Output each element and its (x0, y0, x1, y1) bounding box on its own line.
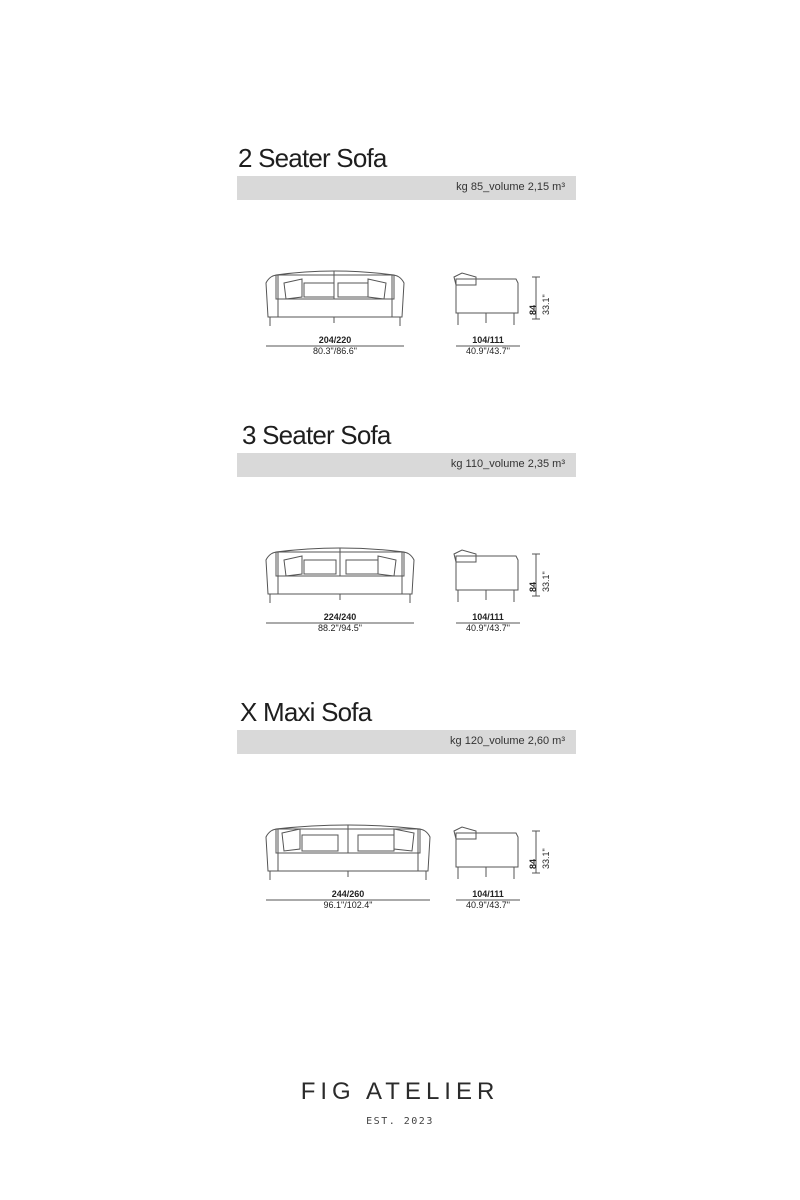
footer (0, 1078, 800, 1127)
section-title: X Maxi Sofa (240, 697, 372, 727)
height-in: 33.1" (541, 294, 551, 315)
side-depth-mm: 104/111 (472, 335, 504, 345)
front-dimension (266, 335, 404, 357)
front-dimension (266, 889, 430, 911)
established-text: EST. 2023 (366, 1116, 434, 1127)
front-width-in: 80.3"/86.6" (313, 346, 357, 356)
side-depth-in: 40.9"/43.7" (466, 900, 510, 910)
height-mm: 84 (528, 858, 538, 869)
height-dimension (528, 305, 538, 315)
spec-text: kg 85_volume 2,15 m³ (456, 181, 565, 193)
section-title: 3 Seater Sofa (242, 420, 391, 450)
height-mm: 84 (528, 304, 538, 315)
section-title: 2 Seater Sofa (238, 143, 387, 173)
height-mm: 84 (528, 581, 538, 592)
side-dimension (456, 889, 520, 911)
front-dimension (266, 612, 414, 634)
height-in: 33.1" (541, 571, 551, 592)
side-depth-mm: 104/111 (472, 889, 504, 899)
side-depth-in: 40.9"/43.7" (466, 346, 510, 356)
front-width-mm: 204/220 (318, 335, 352, 345)
side-depth-mm: 104/111 (472, 612, 504, 622)
height-in: 33.1" (541, 848, 551, 869)
side-dimension (456, 335, 520, 357)
height-dimension (528, 859, 538, 869)
front-width-in: 96.1"/102.4" (323, 900, 373, 910)
side-depth-in: 40.9"/43.7" (466, 623, 510, 633)
height-dimension-in (541, 848, 551, 869)
height-dimension-in (541, 571, 551, 592)
front-width-mm: 224/240 (323, 612, 357, 622)
spec-text: kg 120_volume 2,60 m³ (450, 735, 565, 747)
front-width-in: 88.2"/94.5" (318, 623, 362, 633)
brand-logo-text: FIG ATELIER (300, 1078, 500, 1105)
front-width-mm: 244/260 (331, 889, 365, 899)
height-dimension (528, 582, 538, 592)
side-dimension (456, 612, 520, 634)
spec-text: kg 110_volume 2,35 m³ (450, 458, 565, 470)
height-dimension-in (541, 294, 551, 315)
